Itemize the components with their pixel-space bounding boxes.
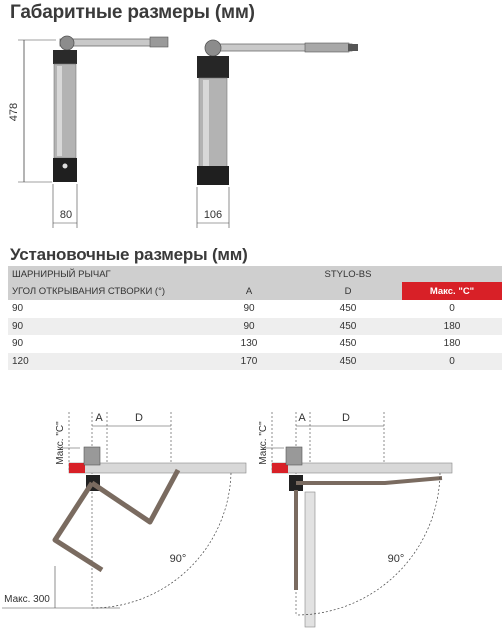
cell-angle: 120 [8,353,204,371]
cell-angle: 90 [12,338,24,350]
cell-a: 90 [243,303,255,315]
max300-label: Макс. 300 [4,594,50,605]
width2-dimension [197,187,229,228]
cell-d: 450 [294,353,402,371]
cell-d: 450 [339,338,357,350]
cell-c: 180 [402,318,502,336]
table-header-row-1 [8,266,502,282]
max-c-label-right: Макс. "C" [258,421,269,465]
max-c-label-left: Макс. "C" [55,421,66,465]
d-label-right: D [342,412,350,424]
width2-label: 106 [203,209,223,221]
model-label: STYLO-BS [294,266,402,282]
d-label-left: D [135,412,143,424]
height-dimension [18,40,56,182]
cell-angle: 90 [8,318,204,336]
cell-a: 170 [204,353,294,371]
actuator-side-view [197,40,358,185]
lever-label: ШАРНИРНЫЙ РЫЧАГ [8,266,204,282]
install-table [8,266,502,370]
a-label-left: A [95,412,103,424]
page-title: Габаритные размеры (мм) [10,2,255,23]
height-label: 478 [8,102,20,122]
angle-col-header: УГОЛ ОТКРЫВАНИЯ СТВОРКИ (°) [8,282,204,300]
a-label-right: A [298,412,306,424]
install-diagram-left [2,412,246,608]
table-row [8,318,502,336]
cell-d: 450 [294,318,402,336]
table-header-row-2 [8,282,502,300]
width1-label: 80 [59,209,73,221]
cell-a: 90 [204,318,294,336]
actuator-front-view [53,36,168,182]
install-title: Установочные размеры (мм) [10,245,248,264]
cell-c: 0 [402,353,502,371]
table-row [8,353,502,371]
install-diagram-right [262,412,452,627]
cell-c: 0 [449,303,455,315]
max-c-col-header: Макс. "C" [402,282,502,300]
cell-d: 450 [339,303,357,315]
angle-label-left: 90° [169,553,187,565]
table-row [8,300,502,318]
cell-c: 180 [443,338,461,350]
angle-label-right: 90° [387,553,405,565]
cell-angle: 90 [12,303,24,315]
width1-dimension [53,184,77,228]
table-row [8,335,502,353]
cell-a: 130 [240,338,258,350]
a-col-header: A [204,282,294,300]
d-col-header: D [294,282,402,300]
